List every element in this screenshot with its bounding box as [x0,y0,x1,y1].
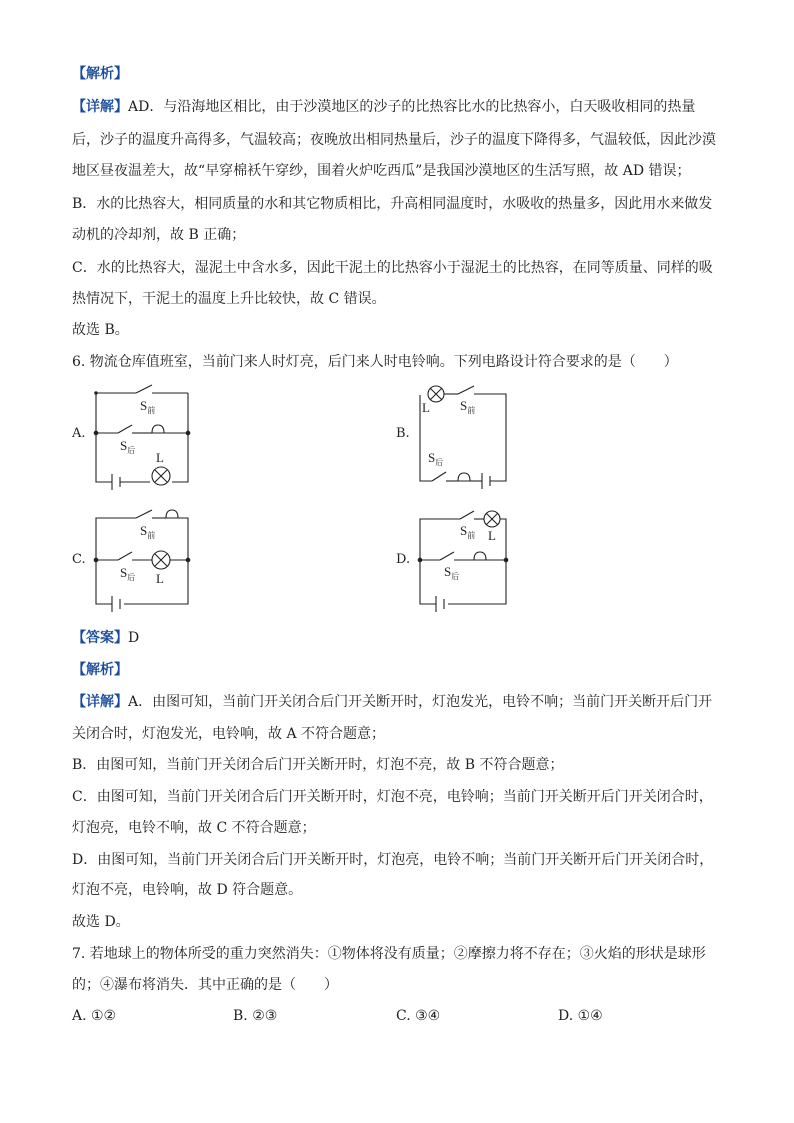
switch-front-label: $S_前$ [140,523,156,540]
lamp-label: L [488,528,496,543]
switch-front-label: $S_前$ [140,398,156,415]
text-line: B．水的比热容大，相同质量的水和其它物质相比，升高相同温度时，水吸收的热量多，因此用水来做发 [72,196,713,212]
text-line: 后，沙子的温度升高得多，气温较高；夜晚放出相同热量后，沙子的温度下降得多，气温较低，因此沙漠 [72,132,716,148]
option-b-label: B. [396,426,410,441]
switch-front-label: $S_前$ [460,523,476,540]
question-6-stem: 6. 物流仓库值班室，当前门来人时灯亮，后门来人时电铃响。下列电路设计符合要求的是（ ） [72,354,678,370]
text-line: 故选 B。 [72,322,129,338]
text-line: B．由图可知，当前门开关闭合后门开关断开时，灯泡不亮，故 B 不符合题意； [72,757,564,773]
option-c-label: C. [72,552,86,567]
option-a: A. ①② [72,1008,117,1024]
text-line: 灯泡亮，电铃不响，故 C 不符合题意； [72,820,316,836]
lamp-label: L [156,450,164,465]
answer-heading: 【答案】 [72,630,128,646]
text-line: 动机的冷却剂，故 B 正确； [72,227,246,243]
lamp-label: L [422,400,430,415]
text-line: 关闭合时，灯泡发光，电铃响，故 A 不符合题意； [72,726,386,742]
bell-icon [446,473,482,481]
text-line: C．水的比热容大，湿泥土中含水多，因此干泥土的比热容小于湿泥土的比热容，在同等质量、同样的吸 [72,260,713,276]
option-d: D. ①④ [558,1008,603,1024]
switch-back-label: $S_后$ [120,438,136,455]
lamp-icon [428,386,444,402]
answer-line [72,628,139,648]
bell-icon [152,510,178,518]
switch-front-label: $S_前$ [460,398,476,415]
text-line: 热情况下，干泥土的温度上升比较快，故 C 错误。 [72,291,386,307]
option-a-label: A. [72,426,86,441]
option-b: B. ②③ [233,1008,278,1024]
text-line: AD．与沿海地区相比，由于沙漠地区的沙子的比热容比水的比热容小，白天吸收相同的热量 [128,99,696,115]
answer-value: D [128,630,140,646]
text-line: 地区昼夜温差大，故“早穿棉袄午穿纱，围着火炉吃西瓜”是我国沙漠地区的生活写照，故 AD 错误； [72,163,691,179]
text-line: 故选 D。 [72,914,130,930]
switch-back-label: $S_后$ [120,565,136,582]
switch-back-label: $S_后$ [444,564,460,581]
solution-heading: 【详解】 [72,99,128,115]
solution-heading: 【详解】 [72,694,128,710]
question-7-stem: 7. 若地球上的物体所受的重力突然消失：①物体将没有质量；②摩擦力将不存在；③火焰的形状是球形 [72,946,706,962]
question-7-stem-cont: 的；④瀑布将消失．其中正确的是（ ） [72,977,338,993]
lamp-label: L [156,571,164,586]
switch-back-label: $S_后$ [428,450,444,467]
option-c: C. ③④ [396,1008,441,1024]
bell-icon [474,552,486,560]
text-line: 灯泡不亮，电铃响，故 D 符合题意。 [72,882,303,898]
text-line: D．由图可知，当前门开关闭合后门开关断开时，灯泡亮，电铃不响；当前门开关断开后门开关闭合时， [72,852,714,868]
bell-icon [148,425,188,433]
option-d-label: D. [396,552,411,567]
solution-paragraph [72,692,712,712]
analysis-heading: 【解析】 [72,662,128,678]
lamp-icon [484,511,500,527]
analysis-heading: 【解析】 [72,66,128,82]
lamp-icon [152,467,170,485]
text-line: A．由图可知，当前门开关闭合后门开关断开时，灯泡发光，电铃不响；当前门开关断开后门开 [128,694,713,710]
lamp-icon [152,551,170,569]
text-line: C．由图可知，当前门开关闭合后门开关断开时，灯泡不亮，电铃响；当前门开关断开后门开关闭合时， [72,789,713,805]
